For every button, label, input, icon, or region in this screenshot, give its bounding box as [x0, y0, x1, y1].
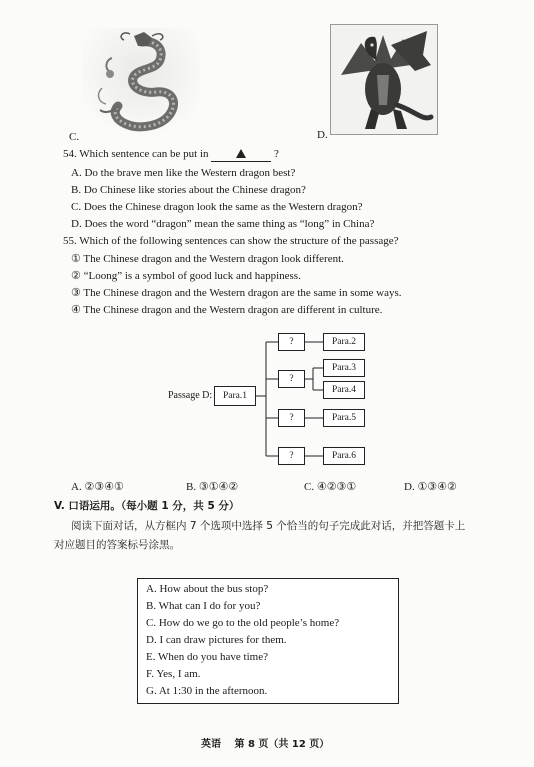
page-footer: 英语 第 8 页（共 12 页）: [201, 739, 330, 750]
diagram-blank-4: ?: [278, 447, 305, 465]
option-g: G. At 1:30 in the afternoon.: [146, 685, 268, 697]
q54-stem-end: ?: [274, 148, 279, 160]
q55-stem: 55. Which of the following sentences can show the structure of the passage?: [63, 235, 399, 247]
chinese-dragon-image: [82, 28, 200, 140]
q54-stem-text: 54. Which sentence can be put in: [63, 148, 209, 160]
triangle-icon: [236, 149, 246, 158]
option-c: C. How do we go to the old people’s home?: [146, 617, 340, 629]
q55-choice-c: C. ④②③①: [304, 481, 357, 493]
q54-stem: [63, 148, 279, 161]
diagram-blank-2: ?: [278, 370, 305, 388]
diagram-para-5: Para.5: [323, 409, 365, 427]
section-instruction-line-2: 对应题目的答案标号涂黑。: [54, 539, 180, 551]
diagram-para-1: Para.1: [214, 386, 256, 406]
q55-statement-1: ① The Chinese dragon and the Western dragon look different.: [71, 253, 344, 265]
diagram-para-4: Para.4: [323, 381, 365, 399]
option-f: F. Yes, I am.: [146, 668, 201, 680]
option-c-label: C.: [69, 131, 80, 143]
q54-blank: [211, 149, 271, 162]
q54-option-a: A. Do the brave men like the Western dragon best?: [71, 167, 296, 179]
section-heading: V. 口语运用。（每小题 1 分，共 5 分）: [54, 500, 240, 512]
diagram-root-label: Passage D:: [168, 390, 213, 401]
diagram-para-2: Para.2: [323, 333, 365, 351]
q55-statement-4: ④ The Chinese dragon and the Western dragon are different in culture.: [71, 304, 383, 316]
section-instruction-line-1: 阅读下面对话，从方框内 7 个选项中选择 5 个恰当的句子完成此对话，并把答题卡上: [71, 520, 466, 532]
option-b: B. What can I do for you?: [146, 600, 261, 612]
diagram-blank-1: ?: [278, 333, 305, 351]
options-box: [137, 578, 399, 704]
option-e: E. When do you have time?: [146, 651, 268, 663]
q55-choice-a: A. ②③④①: [71, 481, 124, 493]
q54-option-d: D. Does the word “dragon” mean the same thing as “long” in China?: [71, 218, 375, 230]
q55-statement-3: ③ The Chinese dragon and the Western dragon are the same in some ways.: [71, 287, 402, 299]
diagram-para-3: Para.3: [323, 359, 365, 377]
q55-statement-2: ② “Loong” is a symbol of good luck and happiness.: [71, 270, 301, 282]
q55-choice-b: B. ③①④②: [186, 481, 239, 493]
diagram-para-6: Para.6: [323, 447, 365, 465]
option-a: A. How about the bus stop?: [146, 583, 269, 595]
option-d-label: D.: [317, 129, 328, 141]
q54-option-b: B. Do Chinese like stories about the Chinese dragon?: [71, 184, 306, 196]
western-dragon-image: [330, 24, 438, 135]
option-d: D. I can draw pictures for them.: [146, 634, 287, 646]
diagram-blank-3: ?: [278, 409, 305, 427]
q55-choice-d: D. ①③④②: [404, 481, 457, 493]
q54-option-c: C. Does the Chinese dragon look the same as the Western dragon?: [71, 201, 363, 213]
